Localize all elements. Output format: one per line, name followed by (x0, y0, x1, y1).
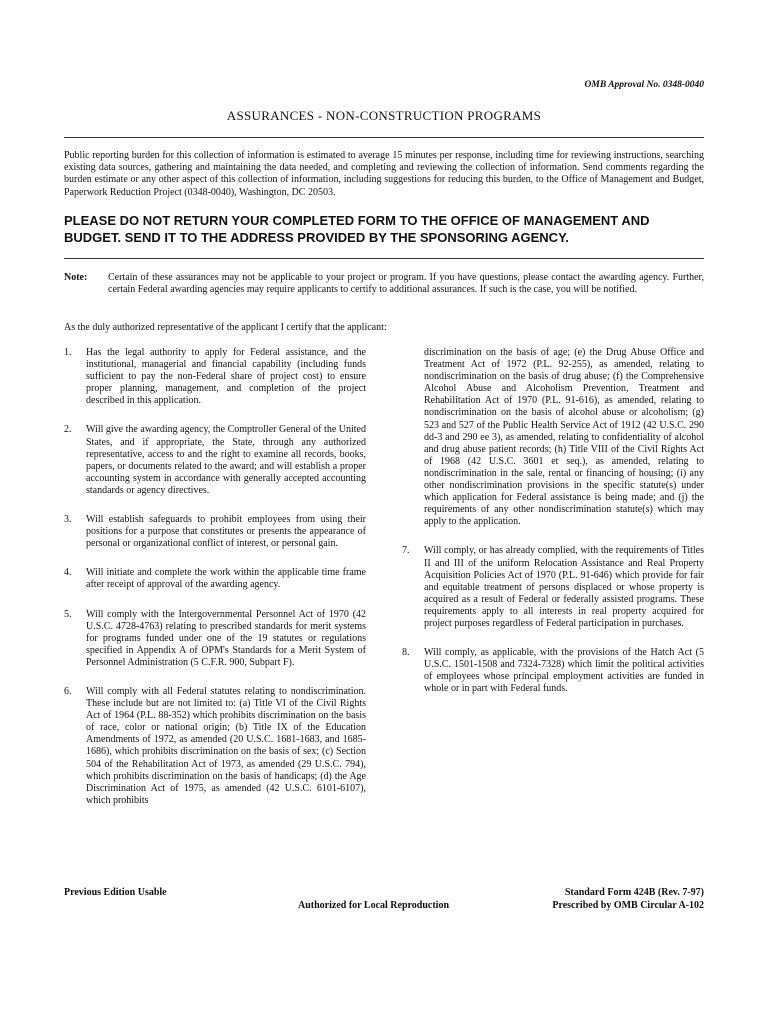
note-text: Certain of these assurances may not be applicable to your project or program. If you have questions, please contact the awarding agency. Further, certain Federal awarding agencies may require applicants to certify to additional assurances. If such is the case, you will be notified. (108, 272, 704, 296)
omb-approval-number: OMB Approval No. 0348-0040 (584, 80, 704, 90)
item-number: 3. (64, 514, 72, 526)
footer-authorized: Authorized for Local Reproduction (298, 900, 450, 911)
item-number: 7. (402, 545, 410, 557)
divider-top (64, 137, 704, 138)
footer-previous-edition: Previous Edition Usable (64, 887, 167, 898)
assurance-item-1 (64, 347, 366, 407)
item-text: Has the legal authority to apply for Federal assistance, and the institutional, managerial and financial capability (including funds sufficient to pay the non-Federal share of project cost) to ensure proper planning, management, and completion of the project described in this application. (86, 347, 366, 407)
item-text: Will comply, as applicable, with the provisions of the Hatch Act (5 U.S.C. 1501-1508 and 7324-7328) which limit the political activities of employees whose principal employment activities are funded in whole or in part with Federal funds. (424, 647, 704, 695)
form-title: ASSURANCES - NON-CONSTRUCTION PROGRAMS (226, 108, 542, 123)
item-text: Will comply with the Intergovernmental Personnel Act of 1970 (42 U.S.C. 4728-4763) relating to prescribed standards for merit systems for programs funded under one of the 19 statutes or regulations specified in Appendix A of OPM's Standards for a Merit System of Personnel Administration (5 C.F.R. 900, Subpart F). (86, 608, 366, 668)
assurance-item-8 (402, 647, 704, 695)
divider-bottom (64, 258, 704, 259)
item-number: 1. (64, 347, 72, 358)
burden-statement: Public reporting burden for this collection of information is estimated to average 15 minutes per response, including time for reviewing instructions, searching existing data sources, gathering and maintaining the data needed, and completing and reviewing the collection of information. Send comments regarding the burden estimate or any other aspect of this collection of information, including suggestions for reducing this burden, to the Office of Management and Budget, Paperwork Reduction Project (0348-0040), Washington, DC 20503. (64, 150, 704, 198)
assurance-item-7 (402, 545, 704, 630)
assurances-right-column (402, 347, 704, 695)
assurance-item-4 (64, 567, 366, 591)
footer-prescribed: Prescribed by OMB Circular A-102 (552, 900, 704, 911)
footer-standard-form: Standard Form 424B (Rev. 7-97) (564, 887, 704, 898)
item-number: 8. (402, 647, 410, 659)
item-text: Will comply, or has already complied, with the requirements of Titles II and III of the uniform Relocation Assistance and Real Property Acquisition Policies Act of 1970 (P.L. 91-646) which provide for fair and equitable treatment of persons displaced or whose property is acquired as a result of Federal or federally assisted programs. These requirements apply to all interests in real property acquired for project purposes regardless of Federal participation in purchases. (424, 545, 704, 629)
item-number: 4. (64, 567, 72, 579)
assurance-item-6-continued (402, 347, 704, 528)
item-number: 2. (64, 424, 72, 436)
item-text: discrimination on the basis of age; (e) the Drug Abuse Office and Treatment Act of 1972 (P.L. 92-255), as amended, relating to nondiscrimination on the basis of drug abuse; (f) the Comprehensive Alcohol Abuse and Alcoholism Prevention, Treatment and Rehabilitation Act of 1970 (P.L. 91-616), as amended, relating to nondiscrimination on the basis of alcohol abuse or alcoholism; (g) 523 and 527 of the Public Health Service Act of 1912 (42 U.S.C. 290 dd-3 and 290 ee 3), as amended, relating to confidentiality of alcohol and drug abuse patient records; (h) Title VIII of the Civil Rights Act of 1968 (42 U.S.C. 3601 et seq.), as amended, relating to nondiscrimination in the sale, rental or financing of housing; (i) any other nondiscrimination provisions in the specific statute(s) under which application for Federal assistance is being made; and (j) the requirements of any other nondiscrimination statute(s) which may apply to the application. (424, 347, 704, 528)
assurance-item-5 (64, 609, 366, 669)
return-warning: PLEASE DO NOT RETURN YOUR COMPLETED FORM TO THE OFFICE OF MANAGEMENT AND BUDGET. SEND IT TO THE ADDRESS PROVIDED BY THE SPONSORING AGENCY. (64, 213, 650, 245)
assurances-left-column (64, 347, 366, 807)
note-label: Note: (64, 272, 88, 283)
item-text: Will give the awarding agency, the Comptroller General of the United States, and if appropriate, the State, through any authorized representative, access to and the right to examine all records, books, papers, or documents related to the award; and will establish a proper accounting system in accordance with generally accepted accounting standards or agency directives. (86, 424, 366, 496)
assurance-item-6 (64, 686, 366, 807)
assurance-item-2 (64, 424, 366, 497)
item-text: Will initiate and complete the work within the applicable time frame after receipt of approval of the awarding agency. (86, 567, 366, 591)
assurance-item-3 (64, 514, 366, 550)
item-number: 5. (64, 608, 72, 620)
item-number: 6. (64, 685, 72, 697)
certify-intro: As the duly authorized representative of the applicant I certify that the applicant: (64, 322, 387, 333)
item-text: Will establish safeguards to prohibit employees from using their positions for a purpose that constitutes or presents the appearance of personal or organizational conflict of interest, or personal gain. (86, 514, 366, 550)
item-text: Will comply with all Federal statutes relating to nondiscrimination. These include but are not limited to: (a) Title VI of the Civil Rights Act of 1964 (P.L. 88-352) which prohibits discrimination on the basis of race, color or national origin; (b) Title IX of the Education Amendments of 1972, as amended (20 U.S.C. 1681-1683, and 1685-1686), which prohibits discrimination on the basis of sex; (c) Section 504 of the Rehabilitation Act of 1973, as amended (29 U.S.C. 794), which prohibits discrimination on the basis of handicaps; (d) the Age Discrimination Act of 1975, as amended (42 U.S.C. 6101-6107), which prohibits (86, 685, 366, 806)
